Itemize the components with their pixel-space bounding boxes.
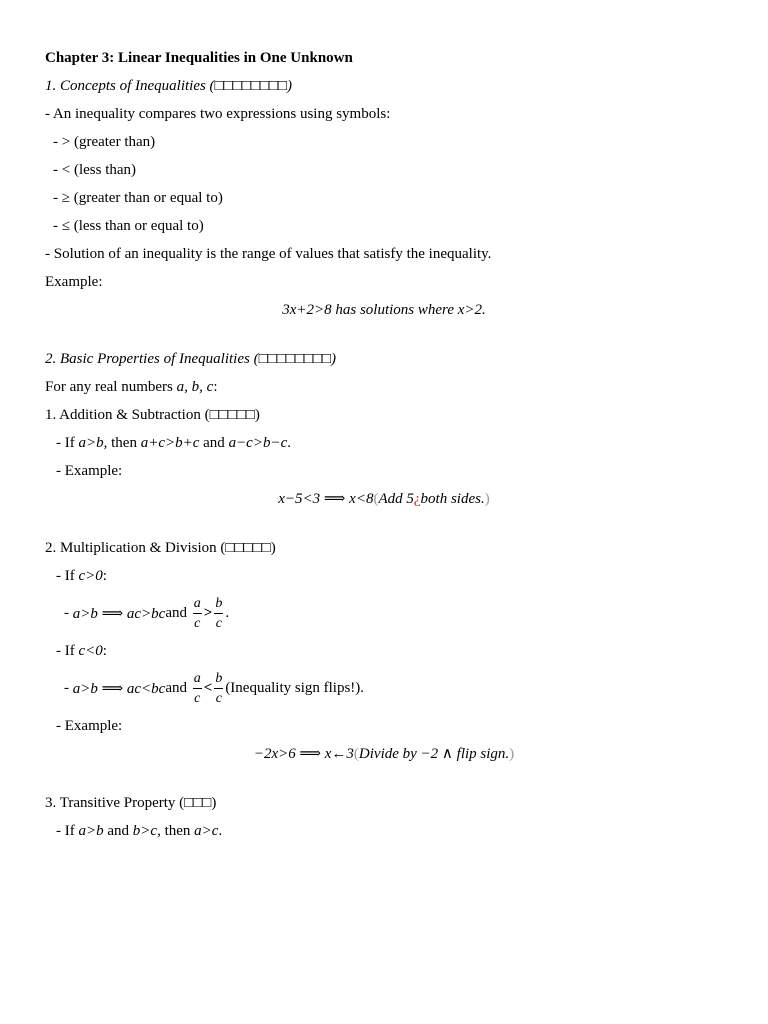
- solution-definition: - Solution of an inequality is the range of values that satisfy the inequality.: [45, 246, 492, 262]
- rule-text: , then: [157, 823, 195, 839]
- rule-text: and: [165, 605, 187, 621]
- spacer: [45, 768, 768, 789]
- example-note: both sides.: [420, 491, 485, 507]
- rule-text: .: [287, 435, 291, 451]
- rule-result-add: a+c>b+c: [140, 435, 200, 451]
- real-numbers-intro: [45, 373, 768, 401]
- intro-variables: a, b, c: [176, 379, 214, 395]
- comparison-symbol: <: [203, 680, 213, 696]
- rule-text: - If: [56, 435, 79, 451]
- example-equation: 3x+2>8 has solutions where x>2.: [282, 302, 486, 318]
- symbol-less-equal: - ≤ (less than or equal to): [53, 218, 204, 234]
- example-note: Divide by −2 ∧ flip sign.: [358, 746, 510, 762]
- property-1-rule: [45, 429, 768, 457]
- section-2-heading: 2. Basic Properties of Inequalities (□□□□□□□□): [45, 351, 337, 367]
- rule-text: - If: [56, 568, 79, 584]
- negative-c-rule: [45, 665, 768, 712]
- example-math: −2x>6 ⟹ x←3: [253, 746, 354, 762]
- rule-text: :: [102, 568, 107, 584]
- paren-open: (: [353, 746, 359, 762]
- rule-text: - If: [56, 643, 79, 659]
- property-2-example-equation: [45, 740, 723, 768]
- rule-text: -: [64, 680, 69, 696]
- spacer: [45, 324, 768, 345]
- section-1-heading: 1. Concepts of Inequalities (□□□□□□□□): [45, 78, 293, 94]
- rule-text: :: [102, 643, 107, 659]
- property-2-heading: 2. Multiplication & Division (□□□□□): [45, 540, 276, 556]
- symbol-less-than: - < (less than): [53, 162, 137, 178]
- sign-flip-note: (Inequality sign flips!).: [225, 680, 365, 696]
- rule-text: .: [218, 823, 223, 839]
- property-1-example-label: - Example:: [56, 463, 123, 479]
- paren-close: ): [509, 746, 515, 762]
- example-math: x−5<3 ⟹ x<8: [278, 491, 374, 507]
- rule-condition: a>b: [78, 435, 104, 451]
- property-1-heading: 1. Addition & Subtraction (□□□□□): [45, 407, 260, 423]
- property-3-heading: 3. Transitive Property (□□□): [45, 795, 217, 811]
- rule-math: a>b ⟹ ac<bc: [72, 681, 166, 697]
- rule-math: a>b ⟹ ac>bc: [72, 606, 166, 622]
- rule-text: -: [64, 605, 69, 621]
- intro-suffix: :: [213, 379, 218, 395]
- rule-text: and: [165, 680, 187, 696]
- rule-condition: a>b: [78, 823, 104, 839]
- rule-condition: b>c: [132, 823, 158, 839]
- rule-text: and: [199, 435, 229, 451]
- rule-result: a>c: [194, 823, 219, 839]
- chapter-title: Chapter 3: Linear Inequalities in One Unknown: [45, 50, 353, 66]
- negative-c-condition: [45, 637, 768, 665]
- spacer: [45, 513, 768, 534]
- rule-result-subtract: a−c>b−c: [228, 435, 288, 451]
- comparison-symbol: >: [203, 605, 213, 621]
- paren-open: (: [373, 491, 379, 507]
- rule-condition: c>0: [78, 568, 103, 584]
- positive-c-rule: [45, 590, 768, 637]
- fraction-b-over-c: $\frac{b}{c}$: [215, 595, 223, 631]
- garbled-character: ¿: [413, 491, 421, 507]
- rule-text: .: [225, 605, 230, 621]
- symbol-greater-than: - > (greater than): [53, 134, 156, 150]
- rule-text: and: [103, 823, 133, 839]
- rule-condition: c<0: [78, 643, 103, 659]
- fraction-b-over-c: $\frac{b}{c}$: [215, 670, 223, 706]
- example-label: Example:: [45, 274, 103, 290]
- rule-text: - If: [56, 823, 79, 839]
- intro-prefix: For any real numbers: [45, 379, 177, 395]
- example-note: Add 5: [378, 491, 414, 507]
- property-3-rule: [45, 817, 768, 845]
- fraction-a-over-c: $\frac{a}{c}$: [193, 595, 201, 631]
- paren-close: ): [484, 491, 490, 507]
- positive-c-condition: [45, 562, 768, 590]
- fraction-a-over-c: $\frac{a}{c}$: [193, 670, 201, 706]
- property-2-example-label: - Example:: [56, 718, 123, 734]
- property-1-example-equation: [45, 485, 723, 513]
- rule-text: , then: [103, 435, 141, 451]
- symbol-greater-equal: - ≥ (greater than or equal to): [53, 190, 223, 206]
- inequality-intro: - An inequality compares two expressions using symbols:: [45, 106, 391, 122]
